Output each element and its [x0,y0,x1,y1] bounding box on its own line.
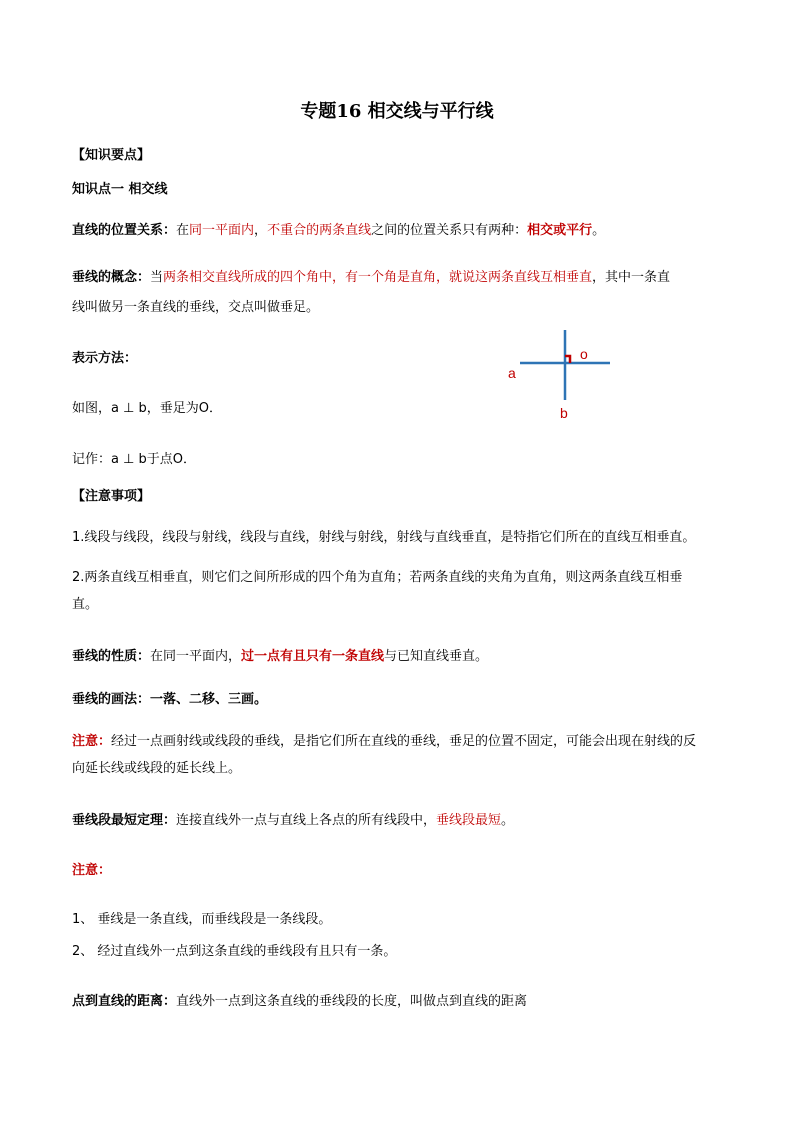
label-o: o [580,346,588,362]
list-item-2: 2、 经过直线外一点到这条直线的垂线段有且只有一条。 [72,944,397,959]
note-2: 2.两条直线互相垂直，则它们之间所形成的四个角为直角；若两条直线的夹角为直角，则这两条直线互相垂 [72,570,683,585]
section-key-points: 【知识要点】 [72,148,151,163]
emphasis-run: 相交或平行 [527,223,593,238]
text-run: 在同一平面内， [150,649,242,664]
list-item-1: 1、 垂线是一条直线，而垂线段是一条线段。 [72,912,332,927]
distance-paragraph [72,992,527,1012]
text-run: 。 [501,813,515,828]
perp-concept-paragraph [72,268,670,288]
attention-2-label: 注意： [72,863,112,878]
emphasis-run: 同一平面内 [189,223,255,238]
text-run: 。 [592,223,606,238]
text-run: 连接直线外一点与直线上各点的所有线段中， [176,813,437,828]
text-run: ， [254,223,268,238]
notation-label: 表示方法： [72,351,138,366]
perp-concept-line2: 线叫做另一条直线的垂线，交点叫做垂足。 [72,300,320,315]
perp-drawing-label: 垂线的画法： [72,692,151,707]
text-run: 直线外一点到这条直线的垂线段的长度，叫做点到直线的距离 [176,994,528,1009]
note-1: 1.线段与线段，线段与射线，线段与直线，射线与射线，射线与直线垂直，是特指它们所在的直线互相垂直。 [72,530,696,545]
text-run: 与已知直线垂直。 [384,649,489,664]
label-b: b [560,405,568,421]
notation-write-text: 记作：a ⊥ b于点O． [72,452,197,467]
emphasis-run: 两条相交直线所成的四个角中，有一个角是直角，就说这两条直线互相垂直 [163,270,593,285]
shortest-theorem-paragraph [72,811,514,831]
text-run: 在 [176,223,190,238]
text-run: 经过一点画射线或线段的垂线，是指它们所在直线的垂线，垂足的位置不固定，可能会出现在射线的反 [111,734,697,749]
text-run: ，其中一条直 [592,270,671,285]
emphasis-run: 过一点有且只有一条直线 [241,649,385,664]
label-a: a [508,365,516,381]
point1-heading: 知识点一 相交线 [72,182,168,197]
emphasis-run: 不重合的两条直线 [267,223,372,238]
page-title: 专题16 相交线与平行线 [300,101,494,122]
shortest-theorem-label: 垂线段最短定理： [72,813,177,828]
note-2-continued: 直。 [72,597,99,612]
attention-1-label: 注意： [72,734,112,749]
notation-figure-text: 如图，a ⊥ b，垂足为O． [72,401,223,416]
perp-property-paragraph [72,647,488,667]
position-relation-paragraph [72,221,605,241]
emphasis-run: 垂线段最短 [436,813,502,828]
perp-property-label: 垂线的性质： [72,649,151,664]
perp-drawing-paragraph [72,690,267,710]
attention-1-continued: 向延长线或线段的延长线上。 [72,761,242,776]
perp-concept-label: 垂线的概念： [72,270,151,285]
position-relation-label: 直线的位置关系： [72,223,177,238]
text-run: 之间的位置关系只有两种： [371,223,528,238]
section-notes: 【注意事项】 [72,489,151,504]
attention-1-paragraph [72,732,696,752]
text-run: 一落、二移、三画。 [150,692,268,707]
text-run: 当 [150,270,164,285]
perpendicular-figure [500,328,620,423]
distance-label: 点到直线的距离： [72,994,177,1009]
